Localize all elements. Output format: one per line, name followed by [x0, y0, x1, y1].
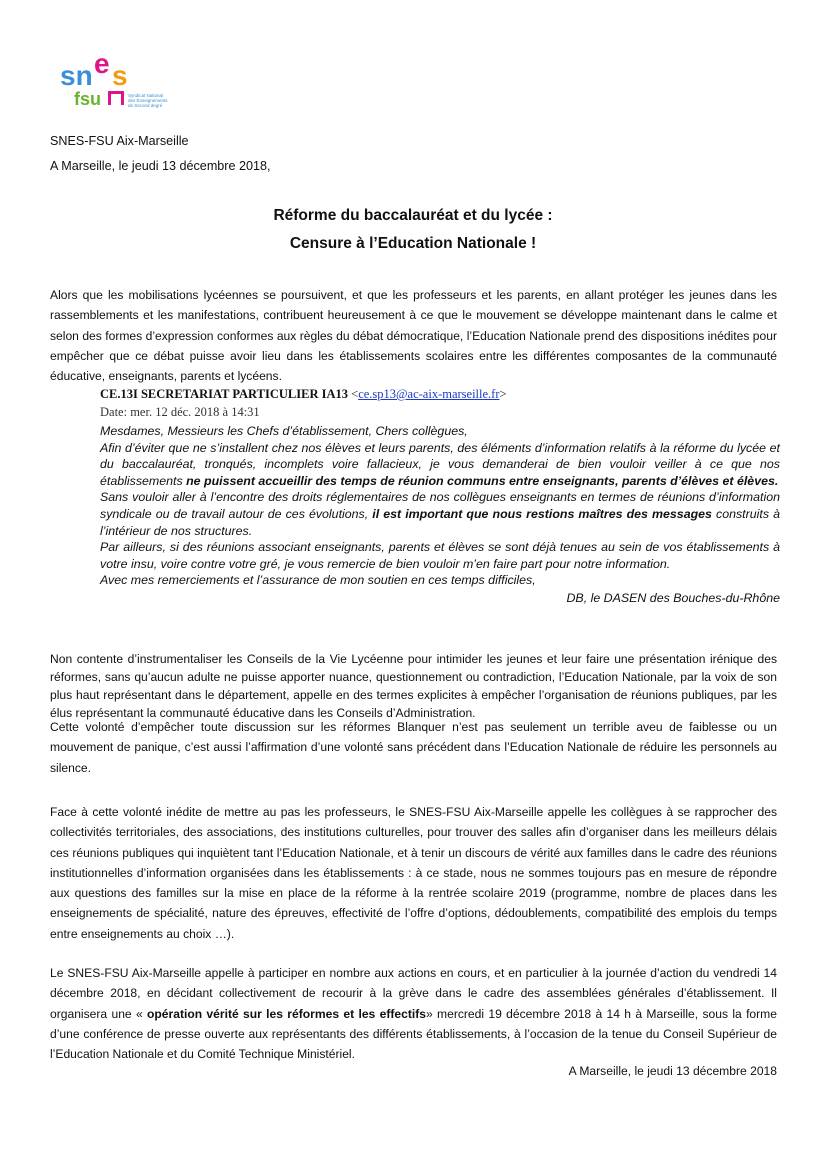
paragraph-5: Le SNES-FSU Aix-Marseille appelle à participer en nombre aux actions en cours, et en particulier à la journée d’action du vendredi 14 décembre 2018, en décidant collectivement de recourir à la grève dans le cadre des assemblées générales d’établissement. Il organisera une « opération vérité sur les réformes et les effectifs» mercredi 19 décembre 2018 à 14 h à Marseille, sous la forme d’une conférence de presse ouverte aux représentants des différents établissements, à l’occasion de la tenue du Conseil Supérieur de l’Education Nationale et du Comité Technique Ministériel.: [50, 966, 777, 1062]
date-line: A Marseille, le jeudi 13 décembre 2018,: [50, 159, 271, 173]
email-sender-line: CE.13I SECRETARIAT PARTICULIER IA13 <ce.sp13@ac-aix-marseille.fr>: [100, 387, 507, 401]
email-signature: DB, le DASEN des Bouches-du-Rhône: [566, 590, 780, 605]
title-line-2: Censure à l’Education Nationale !: [289, 235, 537, 252]
svg-text:des Enseignements: des Enseignements: [128, 98, 168, 103]
quoted-email: [100, 385, 780, 607]
logo-sn-text: sn: [60, 60, 93, 91]
email-date: Date: mer. 12 déc. 2018 à 14:31: [100, 405, 260, 419]
title-line-1: Réforme du baccalauréat et du lycée :: [273, 207, 553, 224]
email-address-link[interactable]: ce.sp13@ac-aix-marseille.fr: [358, 387, 500, 401]
email-paragraph-4: Avec mes remerciements et l’assurance de mon soutien en ces temps difficiles,: [100, 573, 536, 588]
logo-s-text: s: [112, 60, 128, 91]
paragraph-4: Face à cette volonté inédite de mettre au pas les professeurs, le SNES-FSU Aix-Marseille appelle les collègues à se rapprocher des collectivités territoriales, des associations, des institutions culturelles, pour trouver des salles afin d’organiser dans les meilleurs délais ces réunions publiques qui inquiètent tant l’Education Nationale, et à tenir un discours de vérité aux familles dans le cadre des réunions institutionnelles d’information organisées dans les établissements : à ce stade, nous ne sommes toujours pas en mesure de répondre aux questions des familles sur la mise en place de la réforme à la rentrée scolaire 2019 (programme, nombre de places dans les enseignements de spécialité, nature des épreuves, effectivité de l’offre d’options, dédoublements, compatibilité des emplois du temps entre enseignements au choix …).: [50, 805, 777, 941]
snes-fsu-logo-graphic: [58, 55, 178, 117]
email-paragraph-2: Sans vouloir aller à l’encontre des droits réglementaires de nos collègues enseignants en termes de réunions d’information syndicale ou de travail autour de ces évolutions, il est important que nous restions maîtres des messages construits à l’intérieur de nos structures.: [100, 490, 780, 538]
paragraph-3: Cette volonté d’empêcher toute discussion sur les réformes Blanquer n’est pas seulement un terrible aveu de faiblesse ou un mouvement de panique, c’est aussi l’affirmation d’une volonté sans précédent dans l’Education Nationale de réduire les personnels au silence.: [50, 720, 777, 775]
svg-text:Syndicat National: Syndicat National: [128, 93, 164, 98]
org-name: SNES-FSU Aix-Marseille: [50, 134, 189, 148]
paragraph-2: Non contente d’instrumentaliser les Conseils de la Vie Lycéenne pour intimider les jeunes et leur faire une présentation irénique des réformes, sans qu’aucun adulte ne puisse apporter nuance, questionnement ou contradiction, l’Education Nationale, par la voix de son plus haut représentant dans le département, appelle en des termes explicites à empêcher l’organisation de réunions publiques, par les élus représentant la communauté éducative dans les Conseils d’Administration.: [50, 652, 777, 720]
logo-e-text: e: [94, 55, 110, 79]
email-paragraph-3: Par ailleurs, si des réunions associant enseignants, parents et élèves se sont déjà tenues au sein de vos établissements à votre insu, voire contre votre gré, je vous remercie de bien vouloir m’en faire part pour notre information.: [100, 540, 780, 571]
closing-date: A Marseille, le jeudi 13 décembre 2018: [568, 1064, 777, 1078]
svg-text:de Second degré: de Second degré: [128, 103, 163, 108]
snes-fsu-logo: [58, 55, 178, 117]
email-body: [100, 423, 780, 607]
email-paragraph-1: Afin d’éviter que ne s’installent chez nos élèves et leurs parents, des éléments d’information relatifs à la réforme du lycée et du baccalauréat, tronqués, incomplets voire fallacieux, je vous demanderai de bien vouloir veiller à ce que nos établissements ne puissent accueillir des temps de réunion communs entre enseignants, parents d’élèves et élèves.: [100, 440, 780, 488]
email-sender: CE.13I SECRETARIAT PARTICULIER IA13: [100, 387, 348, 401]
email-greeting: Mesdames, Messieurs les Chefs d’établissement, Chers collègues,: [100, 424, 468, 438]
intro-paragraph: Alors que les mobilisations lycéennes se poursuivent, et que les professeurs et les parents, en allant protéger les jeunes dans les rassemblements et les manifestations, contribuent heureusement à ce que le mouvement se développe maintenant dans le calme et selon des formes d’expression conformes aux règles du débat démocratique, l’Education Nationale prend des dispositions inédites pour empêcher que ce débat puisse avoir lieu dans les établissements scolaires entre les différentes composantes de la communauté éducative, enseignants, parents et lycéens.: [50, 288, 777, 384]
logo-fsu-text: fsu: [74, 89, 101, 109]
